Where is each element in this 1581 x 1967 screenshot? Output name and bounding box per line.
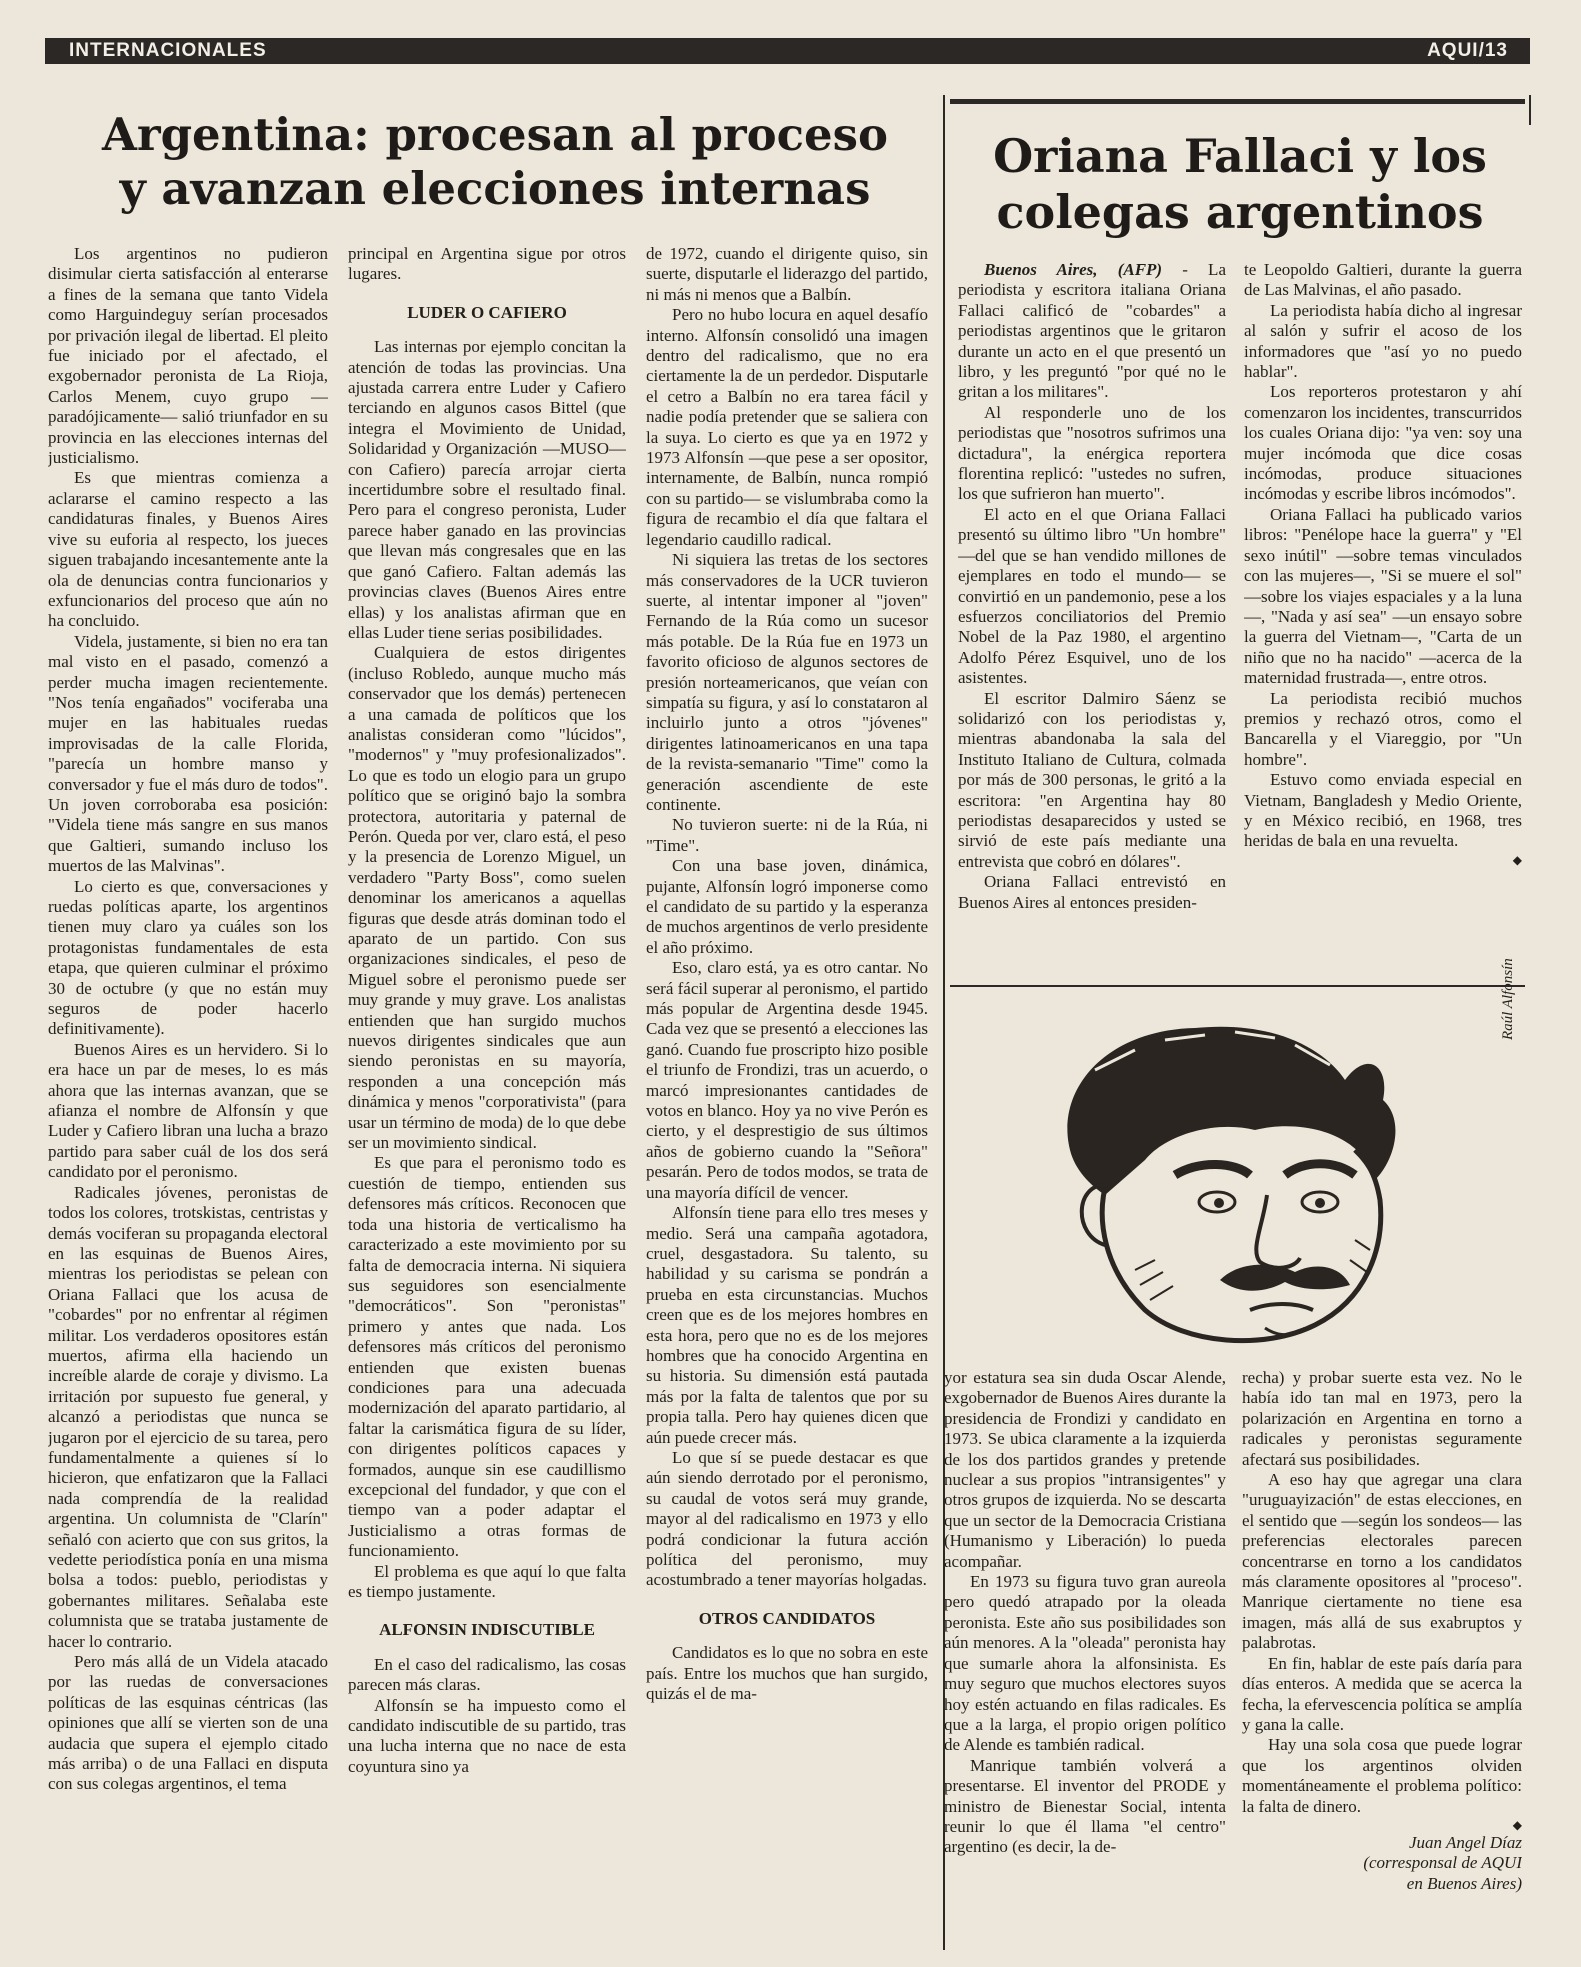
- main-headline-line1: Argentina: procesan al proceso: [101, 108, 889, 161]
- dateline: Buenos Aires, (AFP): [984, 260, 1163, 279]
- paragraph: El acto en el que Oriana Fallaci presentó su último libro "Un hombre" —del que se han vendido millones de ejemplares en todo el mundo— se convirtió en un pandemonio, pese a los esfuerzos conciliatorios del Premio Nobel de la Paz 1980, el argentino Adolfo Pérez Esquivel, uno de los asistentes.: [958, 504, 1226, 688]
- section-name: INTERNACIONALES: [69, 40, 267, 61]
- paragraph: En el caso del radicalismo, las cosas parecen más claras.: [348, 1654, 626, 1695]
- paragraph: Los argentinos no pudieron disimular cierta satisfacción al enterarse a fines de la semana que tanto Videla como Harguindeguy serían procesados por privación ilegal de libertad. El pleito fue iniciado por el afectado, el exgobernador peronista de La Rioja, Carlos Menem, cuyo grupo —paradójicamente— salió triunfador en su provincia en las elecciones internas del justicialismo.: [48, 244, 328, 468]
- subheading-otros-candidatos: OTROS CANDIDATOS: [698, 1608, 876, 1628]
- caricature-illustration: [995, 1010, 1510, 1350]
- paragraph: Pero más allá de un Videla atacado por las ruedas de conversaciones políticas de las esquinas céntricas (las opiniones que allí se vierten son de una audacia que supera el ejemplo citado más arriba) o de una Fallaci en disputa con sus colegas argentinos, el tema: [48, 1652, 328, 1794]
- paragraph: La periodista había dicho al ingresar al salón y sufrir el acoso de los informadores que "así yo no puedo hablar".: [1244, 300, 1522, 382]
- paragraph: yor estatura sea sin duda Oscar Alende, exgobernador de Buenos Aires durante la presidencia de Frondizi y candidato en 1973. Se ubica claramente a la izquierda de los dos partidos grandes y pretende nuclear a sus propios "intransigentes" y otros grupos de izquierda. No se descarta que un sector de la Democracia Cristiana (Humanismo y Liberación) lo pueda acompañar.: [944, 1368, 1226, 1571]
- page-number: AQUI/13: [1427, 40, 1508, 61]
- byline-place: en Buenos Aires): [1406, 1873, 1522, 1893]
- paragraph: principal en Argentina sigue por otros lugares.: [348, 244, 626, 284]
- main-headline: [60, 108, 930, 216]
- paragraph: Pero no hubo locura en aquel desafío interno. Alfonsín consolidó una imagen dentro del radicalismo, que no era ciertamente la de un perdedor. Disputarle el cetro a Balbín no era tarea fácil y nadie podía pretender que se saliera con la suya. Lo cierto es que ya en 1972 y 1973 Alfonsín —que pese a ser opositor, internamente, de Balbín, nunca rompió con su partido— se vislumbraba como la figura de recambio el día que faltara el legendario caudillo radical.: [646, 305, 928, 549]
- main-column-1: [48, 244, 328, 1949]
- cartoon-caption: Raúl Alfonsín: [1500, 958, 1516, 1040]
- paragraph: Radicales jóvenes, peronistas de todos los colores, trotskistas, centristas y demás vociferan su propaganda electoral en las esquinas de Buenos Aires, mientras los periodistas se pelean con Oriana Fallaci que los acusa de "cobardes" por no enfrentar al régimen militar. Los verdaderos opositores están muertos, afirma ella haciendo un increíble alarde de coraje y divismo. La irritación por supuesto fue general, y alcanzó a periodistas que nunca se jugaron por el ejercicio de su tarea, pero fundamentalmente a quienes sí lo hicieron, que enfatizaron que la Fallaci nada comprendía de la realidad argentina. Un columnista de "Clarín" señaló con acierto que con sus gritos, la vedette periodística ponía en una misma bolsa a todos: pueblo, periodistas y gobernantes militares. Señalaba este columnista que se trataba justamente de hacer lo contrario.: [48, 1182, 328, 1651]
- paragraph: La periodista recibió muchos premios y rechazó otros, como el Bancarella y el Viareggio, por "Un hombre".: [1244, 688, 1522, 769]
- main-headline-line2: y avanzan elecciones internas: [119, 162, 871, 215]
- paragraph: A eso hay que agregar una clara "uruguayización" de estas elecciones, en el sentido que —según los sondeos— las preferencias electorales parecen concentrarse en torno a los candidatos más claramente opositores al "proceso". Manrique ciertamente no tiene esa imagen, más allá de sus exabruptos y palabrotas.: [1242, 1470, 1522, 1653]
- main-column-2: [348, 244, 626, 1949]
- paragraph: de 1972, cuando el dirigente quiso, sin suerte, disputarle el liderazgo del partido, ni más ni menos que a Balbín.: [646, 244, 928, 304]
- sidebar-headline-line2: colegas argentinos: [996, 185, 1484, 239]
- paragraph: Alfonsín se ha impuesto como el candidato indiscutible de su partido, tras una lucha interna que no nace de esta coyuntura sino ya: [348, 1695, 626, 1776]
- byline-role: (corresponsal de AQUI: [1363, 1853, 1522, 1873]
- sidebar-top-rule: [950, 99, 1525, 104]
- paragraph: Es que para el peronismo todo es cuestión de tiempo, entienden sus defensores más críticos. Reconocen que toda una historia de verticalismo ha caracterizado a este movimiento por su falta de democracia interna. Ni siquiera sus seguidores son esencialmente "democráticos". Son "peronistas" primero y antes que nada. Los defensores más críticos del peronismo entienden que existen buenas condiciones para una adecuada modernización del aparato partidario, al faltar la carismática figura de su líder, con dirigentes políticos capaces y formados, aunque sin ese caudillismo excepcional del fundador, y que con el tiempo van a poder adaptar el Justicialismo a otras formas de funcionamiento.: [348, 1153, 626, 1561]
- paragraph: Alfonsín tiene para ello tres meses y medio. Será una campaña agotadora, cruel, desgastadora. Su talento, su habilidad y su carisma se pondrán a prueba en esta circunstancias. Muchos creen que es de los mejores hombres en esta hora, pero que no es de los mejores hombres que ha conocido Argentina en su historia. Su dimensión está pautada más por la falta de talentos que por su propia talla. Pero hay quienes dicen que aún puede crecer más.: [646, 1203, 928, 1447]
- paragraph: El escritor Dalmiro Sáenz se solidarizó con los periodistas y, mientras abandonaba la sala del Instituto Italiano de Cultura, colmada por más de 300 personas, le gritó a la escritora: "en Argentina hay 80 periodistas desaparecidos y usted se sirvió de este país mediante una entrevista que cobró en dólares".: [958, 688, 1226, 871]
- paragraph: Lo que sí se puede destacar es que aún siendo derrotado por el peronismo, su caudal de votos será muy grande, mayor al del radicalismo en 1973 y ello podrá condicionar la futura acción política del peronismo, muy acostumbrado a tener mayorías holgadas.: [646, 1447, 928, 1590]
- subheading-alfonsin-indiscutible: ALFONSIN INDISCUTIBLE: [379, 1620, 595, 1640]
- main-column-3: [646, 244, 928, 1949]
- paragraph: Lo cierto es que, conversaciones y ruedas políticas aparte, los argentinos tienen muy claro ya cuáles son los protagonistas fundamentales de esta etapa, que quieren culminar el próximo 30 de octubre (y que no están muy seguros de poder hacerlo definitivamente).: [48, 876, 328, 1039]
- paragraph: Hay una sola cosa que puede lograr que los argentinos olviden momentáneamente el problema político: la falta de dinero.: [1242, 1735, 1522, 1816]
- paragraph: Candidatos es lo que no sobra en este país. Entre los muchos que han surgido, quizás el de ma-: [646, 1643, 928, 1704]
- sidebar-column-2: [1244, 260, 1522, 965]
- paragraph: Cualquiera de estos dirigentes (incluso Robledo, aunque mucho más conservador que los demás) pertenecen a una camada de políticos que los analistas consideran como "lúcidos", "modernos" y "muy profesionalizados". Lo que es todo un elogio para un grupo político que se originó bajo la sombra protectora, autoritaria y paternal de Perón. Queda por ver, claro está, el peso y la presencia de Lorenzo Miguel, un verdadero "Party Boss", como suelen denominar los americanos a aquellas figuras que desde atrás dominan todo el aparato de un partido. Con sus organizaciones sindicales, el peso de Miguel sobre el peronismo puede ser muy grande y muy grave. Los analistas entienden que han surgido muchos nuevos dirigentes sindicales que aun siendo peronistas en su mayoría, responden a una concepción más dinámica y menos "corporativista" (para usar un término de moda) de lo que debe ser un movimiento sindical.: [348, 643, 626, 1153]
- paragraph: Ni siquiera las tretas de los sectores más conservadores de la UCR tuvieron suerte, al intentar imponer al "joven" Fernando de la Rúa como un sucesor más potable. De la Rúa fue en 1973 un favorito oficioso de algunos sectores de presión norteamericanos, que veían con simpatía su figura, y así lo constataron al incluirlo junto a otros "jóvenes" dirigentes latinoamericanos en una tapa de la revista-semanario "Time" como la generación ascendiente de este continente.: [646, 550, 928, 814]
- paragraph: [958, 260, 1226, 403]
- paragraph: El problema es que aquí lo que falta es tiempo justamente.: [348, 1561, 626, 1601]
- end-mark: ◆: [1512, 1817, 1522, 1832]
- paragraph: Buenos Aires es un hervidero. Si lo era hace un par de meses, lo es más ahora que las internas avanzan, que se afianza el nombre de Alfonsín y que Luder y Cafiero libran una lucha a brazo partido para saber cuál de los dos será candidato por el peronismo.: [48, 1039, 328, 1182]
- paragraph: Videla, justamente, si bien no era tan mal visto en el pasado, comenzó a perder mucha imagen recientemente. "Nos tenía engañados" vociferaba una mujer en las habituales ruedas improvisadas de la calle Florida, "parecía un hombre manso y conversador y fue el más duro de todos". Un joven corroboraba esa posición: "Videla tiene más sangre en sus manos que Galtieri, sumando incluso los muertos de las Malvinas".: [48, 631, 328, 876]
- main-column-5: [1242, 1368, 1522, 1948]
- paragraph: Las internas por ejemplo concitan la atención de todas las provincias. Una ajustada carrera entre Luder y Cafiero terciando en algunos casos Bittel (que integra el Movimiento de Unidad, Solidaridad y Organización —MUSO— con Cafiero) parecía arrojar cierta incertidumbre sobre el resultado final. Pero para el congreso peronista, Luder parece haber ganado en las provincias que llevan más congresales que en las que ganó Cafiero. Faltan además las provincias claves (Buenos Aires entre ellas) y los analistas afirman que en ellas Luder tiene serias posibilidades.: [348, 337, 626, 642]
- paragraph: te Leopoldo Galtieri, durante la guerra de Las Malvinas, el año pasado.: [1244, 260, 1522, 300]
- lead-text: - La periodista y escritora italiana Oriana Fallaci calificó de "cobardes" a periodistas argentinos que le gritaron durante un acto en el que presentó un libro, y les preguntó "por qué no le gritan a los militares".: [958, 260, 1226, 402]
- subheading-luder-o-cafiero: LUDER O CAFIERO: [407, 302, 567, 322]
- paragraph: En 1973 su figura tuvo gran aureola pero quedó atrapado por la oleada peronista. Este año sus posibilidades son aún menores. A la "oleada" peronista hay que sumarle ahora la alfonsinista. Es muy seguro que muchos electores suyos hoy estén actuando en filas radicales. Es que a la larga, el propio origen político de Alende es también radical.: [944, 1572, 1226, 1755]
- paragraph: Los reporteros protestaron y ahí comenzaron los incidentes, transcurridos los cuales Oriana dijo: "ya ven: soy una mujer incómoda que dice cosas incómodas, produce situaciones incómodas y escribe libros incómodos".: [1244, 382, 1522, 504]
- end-mark: ◆: [1512, 852, 1522, 867]
- paragraph: Oriana Fallaci entrevistó en Buenos Aires al entonces presiden-: [958, 872, 1226, 912]
- sidebar-headline-line1: Oriana Fallaci y los: [993, 129, 1487, 183]
- paragraph: Es que mientras comienza a aclararse el camino respecto a las candidaturas finales, y Buenos Aires vive su euforia al respecto, los jueces siguen trabajando incesantemente ante la ola de denuncias contra funcionarios y exfuncionarios del proceso que aún no ha concluido.: [48, 468, 328, 631]
- paragraph: Oriana Fallaci ha publicado varios libros: "Penélope hace la guerra" y "El sexo inútil" —sobre temas vinculados con las mujeres—, "Si se muere el sol" —sobre los viajes espaciales y a la luna—, "Nada y así sea" —un ensayo sobre la guerra del Vietnam—, "Carta de un niño que no ha nacido" —acerca de la maternidad frustrada—, entre otros.: [1244, 504, 1522, 688]
- paragraph: Eso, claro está, ya es otro cantar. No será fácil superar al peronismo, el partido más popular de Argentina desde 1945. Cada vez que se presentó a elecciones las ganó. Cuando fue proscripto hizo posible el triunfo de Frondizi, tras un acuerdo, o marcó impresionantes cantidades de votos en blanco. Hoy ya no vive Perón es cierto, y el desprestigio de sus últimos años de gobierno cuando la "Señora" pesarán. Pero de todos modos, se trata de una mayoría difícil de vencer.: [646, 958, 928, 1202]
- paragraph: Manrique también volverá a presentarse. El inventor del PRODE y ministro de Bienestar Social, intenta reunir lo que él llama "el centro" argentino (es decir, la de-: [944, 1755, 1226, 1857]
- sidebar-bottom-rule: [950, 985, 1525, 987]
- paragraph: Al responderle uno de los periodistas que "nosotros sufrimos una dictadura", la enérgica reportera florentina replicó: "ustedes no sufren, los que sufrieron han muerto".: [958, 402, 1226, 504]
- paragraph: En fin, hablar de este país daría para días enteros. A medida que se acerca la fecha, la efervescencia política se amplía y gana la calle.: [1242, 1653, 1522, 1734]
- section-header-bar: [45, 38, 1530, 64]
- byline-name: Juan Angel Díaz: [1408, 1832, 1522, 1852]
- paragraph: Estuvo como enviada especial en Vietnam, Bangladesh y Medio Oriente, y en México recibió, en 1968, tres heridas de bala en una revuelta.: [1244, 770, 1522, 851]
- paragraph: recha) y probar suerte esta vez. No le había ido tan mal en 1973, pero la polarización en Argentina en torno a radicales y peronistas seguramente afectará sus posibilidades.: [1242, 1368, 1522, 1469]
- sidebar-headline: [955, 128, 1525, 240]
- paragraph: No tuvieron suerte: ni de la Rúa, ni "Time".: [646, 815, 928, 855]
- sidebar-column-1: [958, 260, 1226, 960]
- paragraph: Con una base joven, dinámica, pujante, Alfonsín logró imponerse como el candidato de su partido y la esperanza de muchos argentinos de verlo presidente el año próximo.: [646, 856, 928, 957]
- corner-rule: [1529, 95, 1531, 125]
- main-column-4: [944, 1368, 1226, 1948]
